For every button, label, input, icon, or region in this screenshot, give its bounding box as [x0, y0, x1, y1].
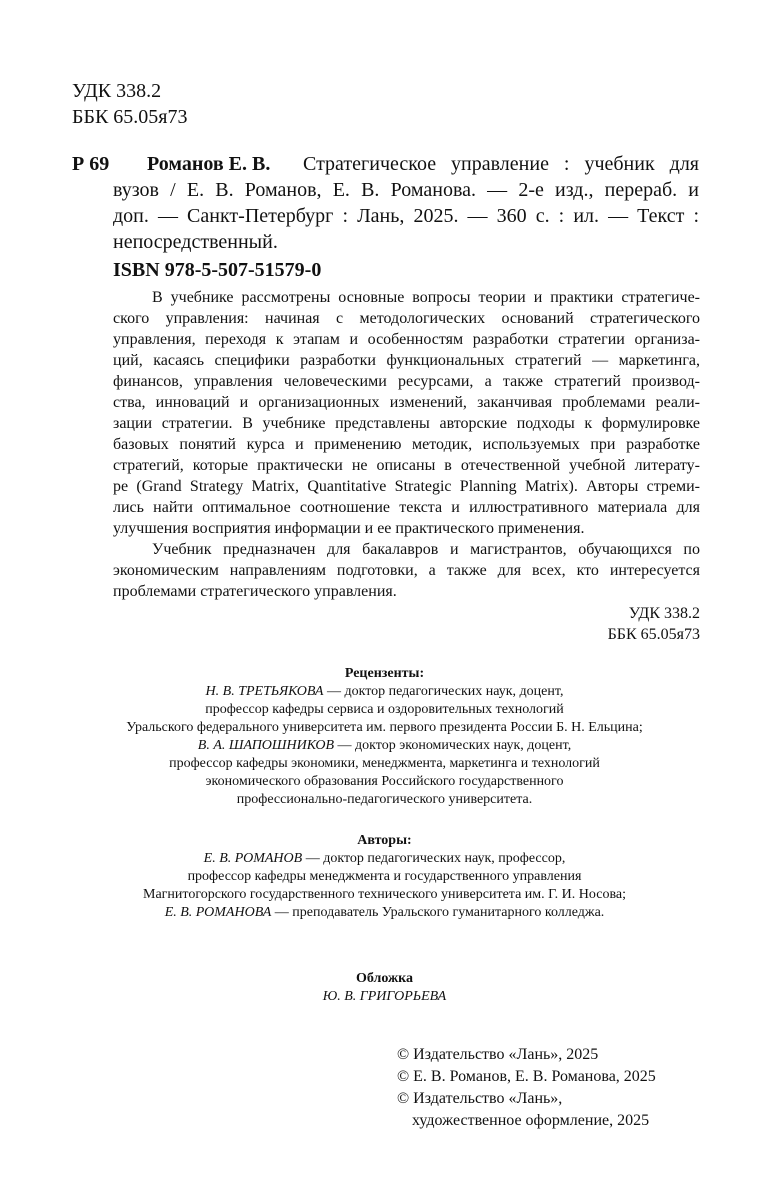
copyright-line: художественное оформление, 2025	[412, 1112, 650, 1129]
author-2-line	[0, 904, 769, 922]
reference-line: доп. — Санкт-Петербург : Лань, 2025. — 360 с. : ил. — Текст :	[113, 205, 699, 227]
author-mark: Р 69	[72, 153, 110, 175]
udk-code: УДК 338.2	[72, 80, 162, 102]
author-2-desc: — преподаватель Уральского гуманитарного колледжа.	[271, 905, 605, 920]
annotation-line: улучшения восприятия информации и ее практического применения.	[113, 520, 585, 537]
reviewer-1-name: Н. В. ТРЕТЬЯКОВА	[205, 684, 324, 699]
annotation-line: стратегий, которые практически не описаны в отечественной учебной литерату-	[113, 457, 700, 474]
annotation-line: проблемами стратегического управления.	[113, 583, 397, 600]
author-1-affiliation: профессор кафедры менеджмента и государственного управления	[187, 869, 582, 884]
annotation-line: базовых понятий курса и применению методик, используемых при разработке	[113, 436, 700, 453]
reviewer-2-name: В. А. ШАПОШНИКОВ	[197, 738, 335, 753]
annotation-bbk: ББК 65.05я73	[607, 626, 700, 643]
author-1-line	[0, 850, 769, 868]
reviewer-1-affiliation: профессор кафедры сервиса и оздоровительных технологий	[205, 702, 564, 717]
annotation-line: управления, переходя к этапам и особенностям разработки стратегии организа-	[113, 331, 700, 348]
annotation-line: В учебнике рассмотрены основные вопросы теории и практики стратегиче-	[152, 289, 700, 306]
author-1-affiliation: Магнитогорского государственного технического университета им. Г. И. Носова;	[143, 887, 626, 902]
reference-author: Романов Е. В.	[147, 153, 271, 175]
reviewer-2-affiliation: профессионально-педагогического университета.	[236, 792, 533, 807]
author-1-desc: — доктор педагогических наук, профессор,	[302, 851, 566, 866]
reviewer-1-desc: — доктор педагогических наук, доцент,	[323, 684, 564, 699]
reference-line: вузов / Е. В. Романов, Е. В. Романова. — 2-е изд., перераб. и	[113, 179, 699, 201]
reviewers-heading: Рецензенты:	[344, 666, 425, 681]
copyright-line: © Издательство «Лань», 2025	[397, 1046, 599, 1063]
authors-heading: Авторы:	[357, 833, 412, 848]
annotation-line: ства, инноваций и организационных изменений, заканчивая проблемами реали-	[113, 394, 700, 411]
author-1-name: Е. В. РОМАНОВ	[203, 851, 303, 866]
annotation-line: экономическим направлениям подготовки, а также для всех, кто интересуется	[113, 562, 700, 579]
copyright-line: © Е. В. Романов, Е. В. Романова, 2025	[397, 1068, 656, 1085]
reviewer-2-line	[0, 737, 769, 755]
annotation-line: ского управления: начиная с методологических оснований стратегического	[113, 310, 700, 327]
reference-line: Стратегическое управление : учебник для	[303, 153, 699, 175]
reviewer-1-affiliation: Уральского федерального университета им. первого президента России Б. Н. Ельцина;	[126, 720, 643, 735]
cover-designer	[0, 988, 769, 1006]
cover-designer-name: Ю. В. ГРИГОРЬЕВА	[322, 989, 447, 1004]
bbk-code: ББК 65.05я73	[72, 106, 188, 128]
cover-heading: Обложка	[355, 971, 414, 986]
reviewer-2-affiliation: профессор кафедры экономики, менеджмента, маркетинга и технологий	[169, 756, 600, 771]
annotation-line: ций, касаясь специфики разработки функциональных стратегий — маркетинга,	[113, 352, 700, 369]
reviewer-2-affiliation: экономического образования Российского государственного	[205, 774, 564, 789]
annotation-line: ре (Grand Strategy Matrix, Quantitative Strategic Planning Matrix). Авторы стреми-	[113, 478, 700, 495]
copyright-line: © Издательство «Лань»,	[397, 1090, 563, 1107]
annotation-line: Учебник предназначен для бакалавров и магистрантов, обучающихся по	[152, 541, 700, 558]
reviewer-1-line	[0, 683, 769, 701]
isbn: ISBN 978-5-507-51579-0	[113, 259, 322, 281]
reviewer-2-desc: — доктор экономических наук, доцент,	[334, 738, 572, 753]
annotation-line: зации стратегии. В учебнике представлены авторские подходы к формулировке	[113, 415, 700, 432]
annotation-line: лись найти оптимальное соотношение текста и иллюстративного материала для	[113, 499, 700, 516]
annotation-udk: УДК 338.2	[628, 605, 700, 622]
reference-line: непосредственный.	[113, 231, 278, 253]
annotation-line: финансов, управления человеческими ресурсами, а также стратегий производ-	[113, 373, 700, 390]
author-2-name: Е. В. РОМАНОВА	[164, 905, 272, 920]
